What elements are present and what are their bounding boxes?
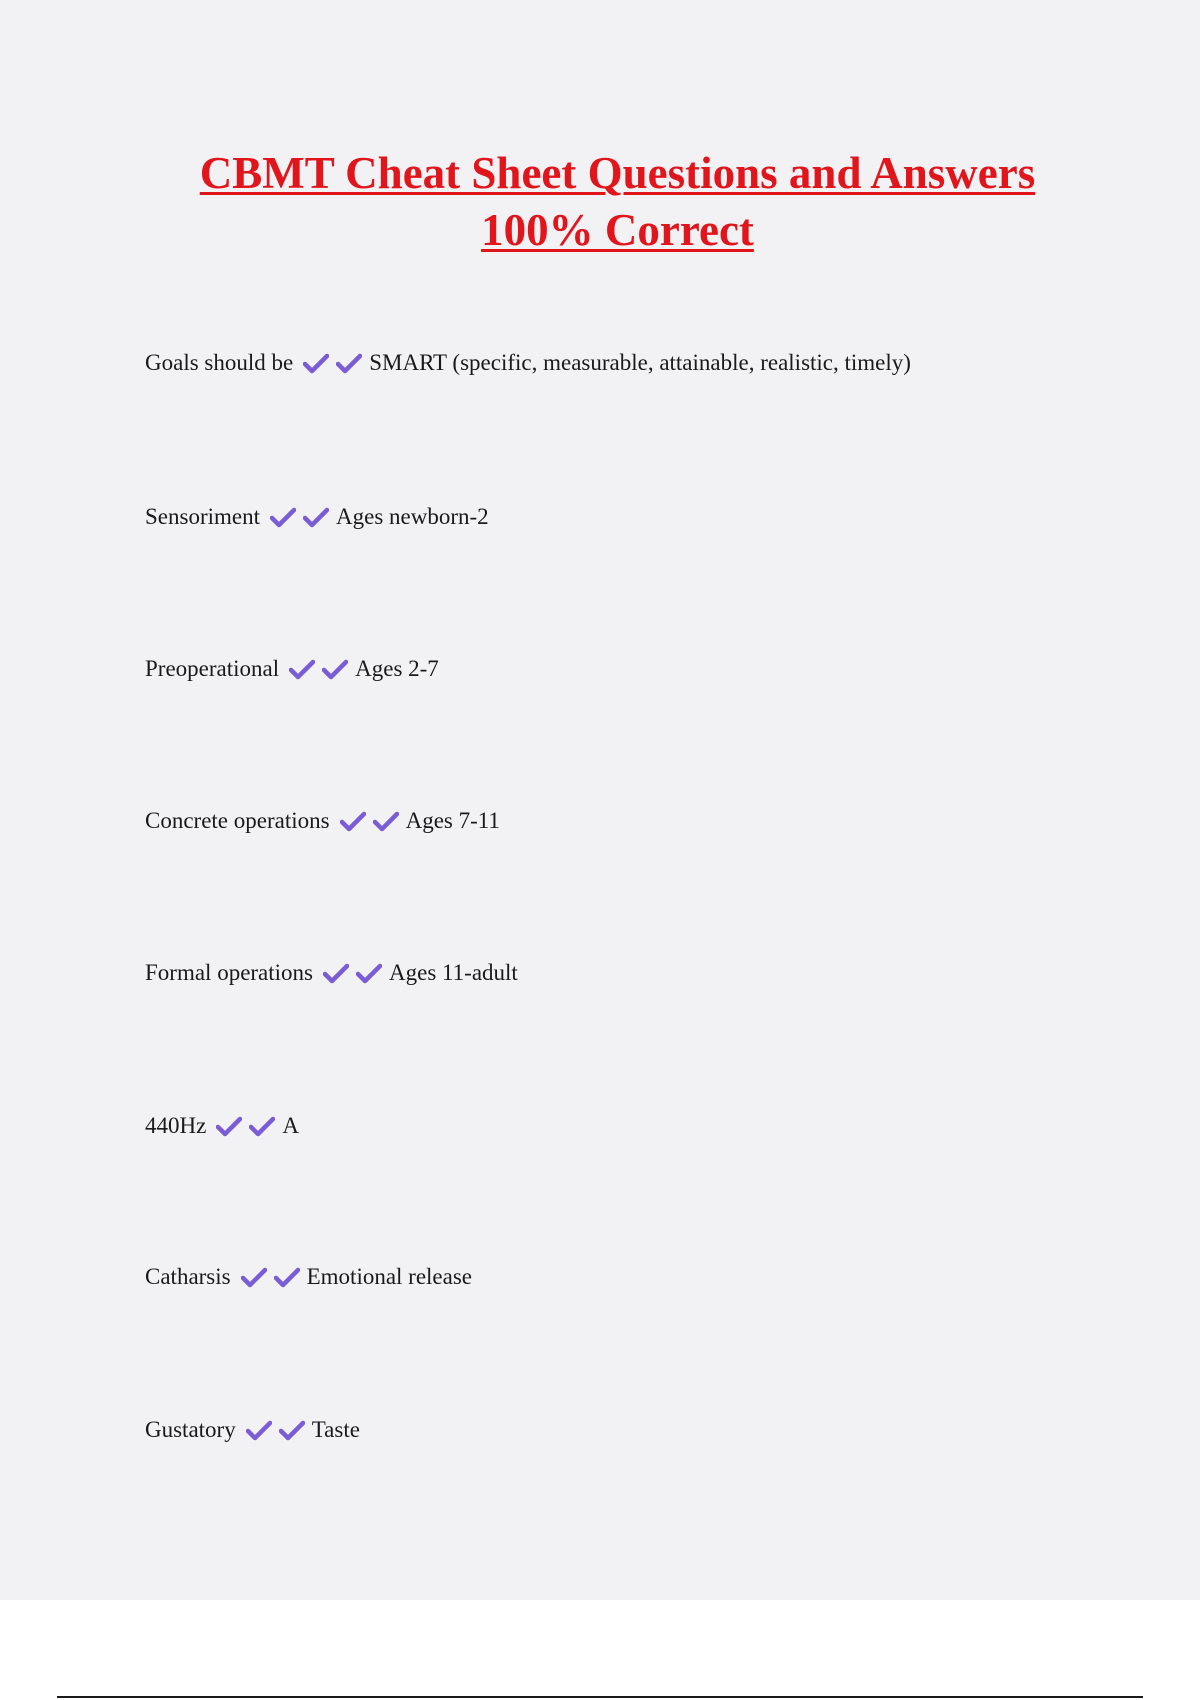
question-text: Concrete operations [145,808,330,833]
answer-marker [246,1419,308,1441]
checkmark-icon [356,962,382,984]
checkmark-icon [246,1419,272,1441]
checkmark-icon [322,658,348,680]
qa-item [145,1262,472,1292]
qa-item [145,958,518,988]
answer-text: A [282,1113,299,1138]
checkmark-icon [323,962,349,984]
document-title [100,145,1135,259]
answer-text: Ages newborn-2 [336,504,489,529]
checkmark-icon [270,506,296,528]
checkmark-icon [303,352,329,374]
footer-divider [57,1696,1143,1698]
title-line-1: CBMT Cheat Sheet Questions and Answers [199,148,1036,198]
answer-marker [340,810,402,832]
checkmark-icon [336,352,362,374]
checkmark-icon [241,1266,267,1288]
answer-text: Emotional release [306,1264,473,1289]
qa-item [145,806,500,836]
checkmark-icon [289,658,315,680]
question-text: Preoperational [145,656,280,681]
question-text: Gustatory [145,1417,236,1442]
answer-marker [323,962,385,984]
checkmark-icon [274,1266,300,1288]
checkmark-icon [216,1115,242,1137]
answer-text: Ages 7-11 [405,808,500,833]
page-footer [0,1600,1200,1700]
answer-marker [270,506,332,528]
question-text: Catharsis [145,1264,231,1289]
qa-item [145,654,439,684]
qa-item [145,1111,299,1141]
answer-text: Ages 11-adult [389,960,518,985]
qa-item [145,348,911,378]
checkmark-icon [340,810,366,832]
answer-marker [303,352,365,374]
checkmark-icon [279,1419,305,1441]
question-text: 440Hz [145,1113,207,1138]
question-text: Formal operations [145,960,313,985]
answer-marker [216,1115,278,1137]
answer-text: Taste [311,1417,360,1442]
answer-text: SMART (specific, measurable, attainable, realistic, timely) [369,350,911,375]
answer-marker [241,1266,303,1288]
answer-text: Ages 2-7 [355,656,439,681]
question-text: Goals should be [145,350,294,375]
checkmark-icon [373,810,399,832]
checkmark-icon [303,506,329,528]
question-text: Sensoriment [145,504,260,529]
checkmark-icon [249,1115,275,1137]
qa-item [145,502,489,532]
answer-marker [289,658,351,680]
title-line-2: 100% Correct [481,205,754,255]
qa-item [145,1415,360,1445]
